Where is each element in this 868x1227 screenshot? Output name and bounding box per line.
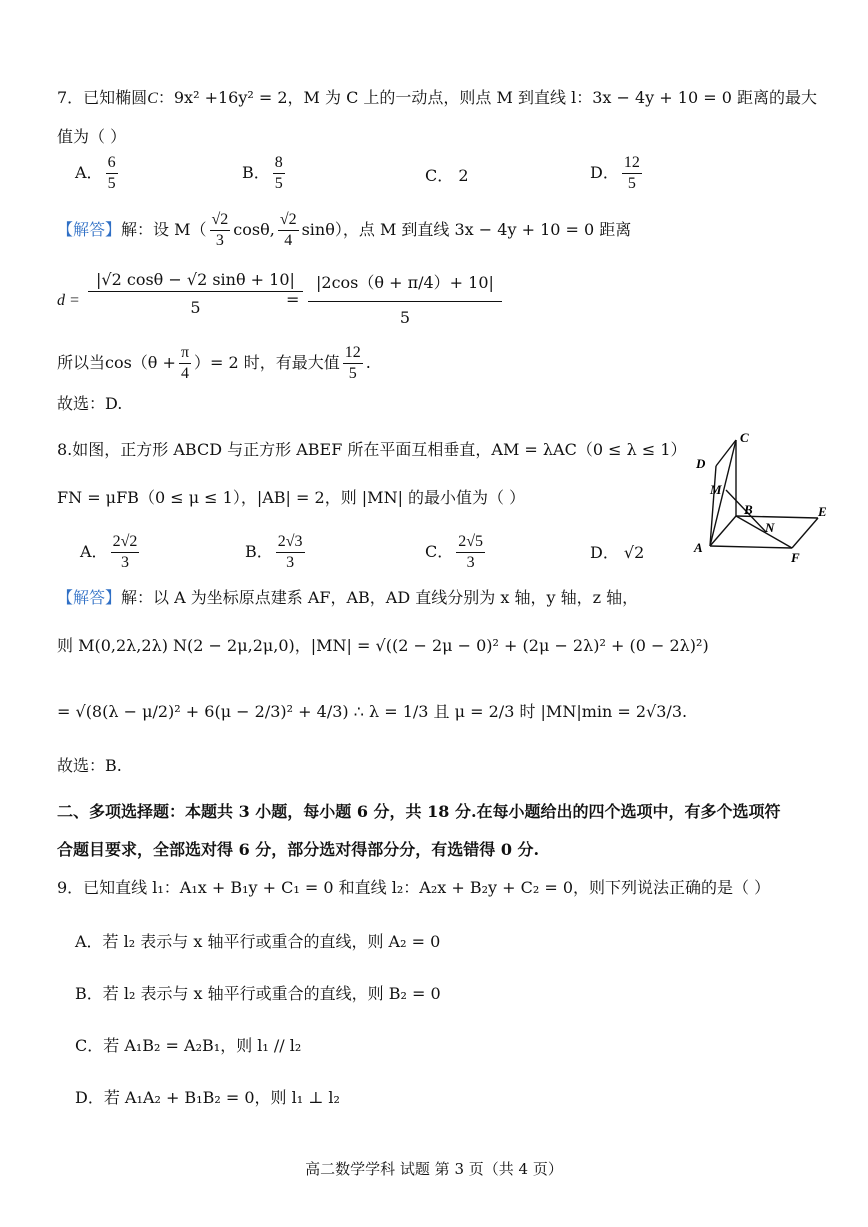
q7-answer: 故选：D. (57, 394, 123, 413)
q7-conclusion: 所以当cos（θ + $\frac{\pi}{4}$ ）= 2 时，有最大值 $\frac{12}{5}$ . (57, 344, 371, 382)
q7-distance-fraction-1: $\frac{|√2 \cos\theta - √2 \sin\theta + 10|}{5}$ (88, 268, 303, 317)
q7-stem-cont: 值为（ ） (57, 127, 127, 146)
q7-d-label: d = (57, 292, 80, 309)
label-n: N (765, 520, 775, 535)
q7-option-d: D． $\frac{12}{5}$ (590, 154, 640, 192)
q9-option-b: B．若 l₂ 表示与 x 轴平行或重合的直线，则 B₂ = 0 (75, 984, 441, 1003)
q8-answer: 故选：B. (57, 756, 122, 775)
q7-distance-fraction-2: $\frac{|2\cos(\theta + \pi/4)+ 10|}{5}$ (308, 262, 502, 327)
label-e: E (818, 504, 827, 519)
edge-af (710, 546, 792, 548)
page-footer: 高二数学学科 试题 第 3 页（共 4 页） (305, 1160, 563, 1178)
label-f: F (791, 550, 800, 565)
label-b: B (744, 502, 753, 517)
q8-figure (688, 428, 833, 568)
label-d: D (696, 456, 706, 471)
q8-option-b: B． $\frac{2√3}{3}$ (245, 533, 303, 571)
q9-option-c: C．若 A₁B₂ = A₂B₁，则 l₁ // l₂ (75, 1036, 302, 1055)
label-c: C (740, 430, 749, 445)
q7-stem: 7．已知椭圆C：9x² +16y² = 2，M 为 C 上的一动点，则点 M 到直线 l：3x − 4y + 10 = 0 距离的最大 (57, 88, 817, 107)
q8-solution-line3: = √(8(λ − μ/2)² + 6(μ − 2/3)² + 4/3) ∴ λ = 1/3 且 μ = 2/3 时 |MN|min = 2√3/3. (57, 702, 688, 721)
q7-option-c: C． 2 (425, 166, 469, 185)
edge-ef (792, 518, 818, 548)
q9-stem: 9．已知直线 l₁：A₁x + B₁y + C₁ = 0 和直线 l₂：A₂x + B₂y + C₂ = 0，则下列说法正确的是（ ） (57, 878, 771, 897)
q8-solution-line1: 【解答】解：以 A 为坐标原点建系 AF，AB，AD 直线分别为 x 轴，y 轴，z 轴， (57, 588, 639, 607)
diagonal-fb (736, 516, 792, 548)
q7-option-b: B． $\frac{8}{5}$ (242, 154, 283, 192)
q8-solution-line2: 则 M(0,2λ,2λ) N(2 − 2μ,2μ,0)，|MN| = √((2 − 2μ − 0)² + (2μ − 2λ)² + (0 − 2λ)²) (57, 636, 709, 655)
q8-stem: 8.如图，正方形 ABCD 与正方形 ABEF 所在平面互相垂直，AM = λAC（0 ≤ λ ≤ 1） (57, 440, 687, 459)
q8-option-a: A． $\frac{2√2}{3}$ (80, 533, 138, 571)
q7-option-a: A． $\frac{6}{5}$ (75, 154, 116, 192)
q9-option-d: D．若 A₁A₂ + B₁B₂ = 0，则 l₁ ⊥ l₂ (75, 1088, 340, 1107)
label-a: A (694, 540, 703, 555)
q9-option-a: A．若 l₂ 表示与 x 轴平行或重合的直线，则 A₂ = 0 (75, 932, 441, 951)
q7-solution-line1: 【解答】解：设 M（ $\frac{√2}{3}$ cosθ, $\frac{√2}{4}$ sinθ），点 M 到直线 3x − 4y + 10 = 0 距离 (57, 211, 632, 249)
q8-option-d: D． √2 (590, 543, 645, 562)
section2-heading-cont: 合题目要求，全部选对得 6 分，部分选对得部分分，有选错得 0 分. (57, 840, 540, 859)
q8-stem-cont: FN = μFB（0 ≤ μ ≤ 1），|AB| = 2，则 |MN| 的最小值为（ ） (57, 488, 526, 507)
section2-heading: 二、多项选择题：本题共 3 小题，每小题 6 分，共 18 分.在每小题给出的四个选项中，有多个选项符 (57, 802, 781, 821)
q7-equals: = (286, 290, 300, 309)
label-m: M (710, 482, 722, 497)
q8-option-c: C． $\frac{2√5}{3}$ (425, 533, 484, 571)
